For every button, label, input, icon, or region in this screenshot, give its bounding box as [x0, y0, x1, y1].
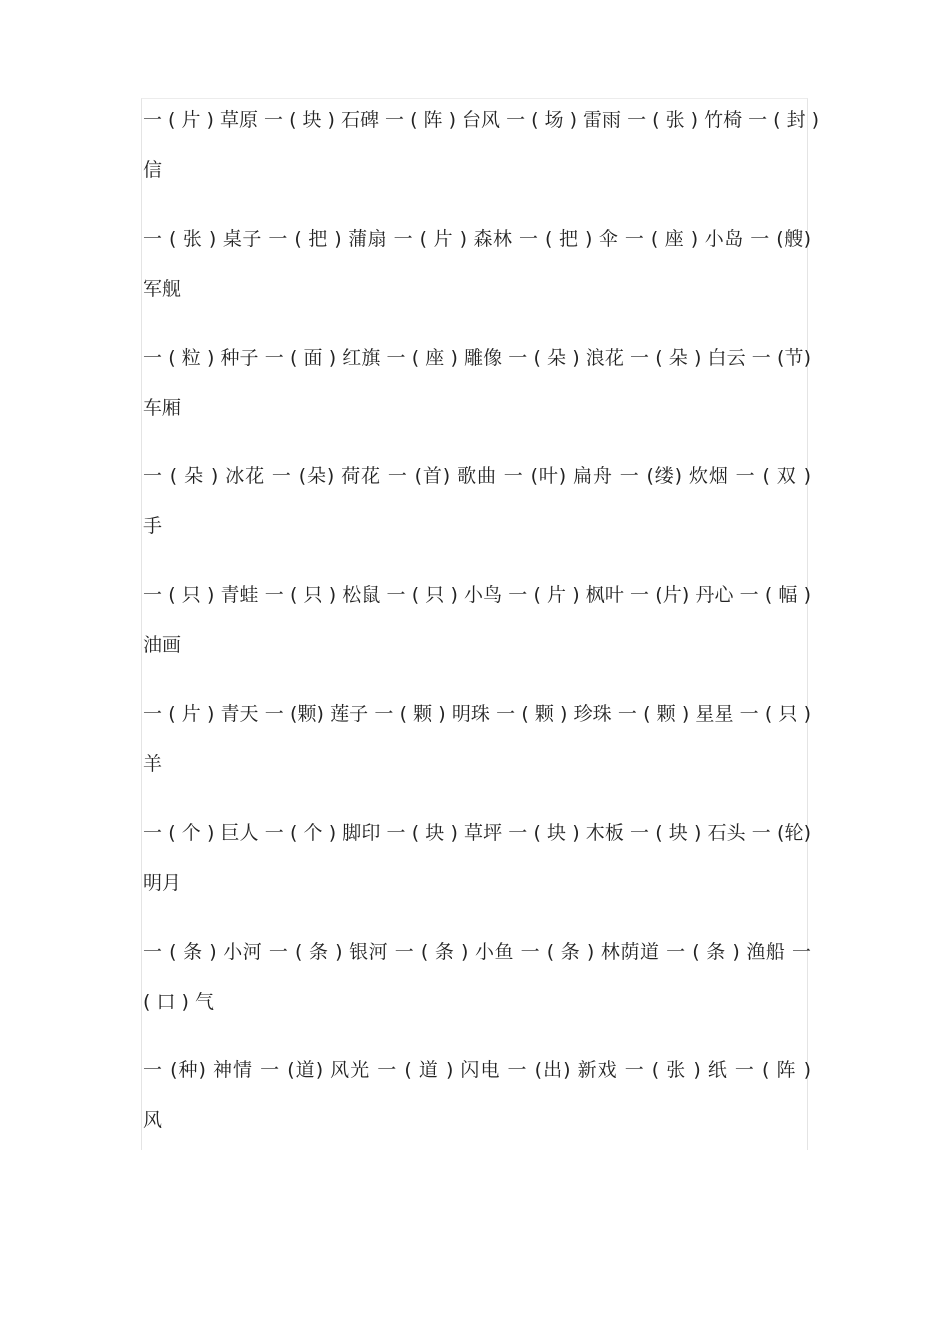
text-line: ( 口 ) 气 [143, 991, 214, 1013]
text-line: 一 ( 片 ) 草原 一 ( 块 ) 石碑 一 ( 阵 ) 台风 一 ( 场 ) 雷雨 一 ( 张 ) 竹椅 一 ( 封 ) [143, 109, 820, 131]
text-line: 风 [143, 1109, 163, 1131]
text-line: 手 [143, 515, 163, 537]
text-line: 一 ( 条 ) 小河 一 ( 条 ) 银河 一 ( 条 ) 小鱼 一 ( 条 ) 林荫道 一 ( 条 ) 渔船 一 [143, 941, 811, 963]
text-line: 信 [143, 159, 163, 181]
text-line: 一 ( 朵 ) 冰花 一 (朵) 荷花 一 (首) 歌曲 一 (叶) 扁舟 一 (缕) 炊烟 一 ( 双 ) [143, 465, 811, 487]
text-line: 一 (种) 神情 一 (道) 风光 一 ( 道 ) 闪电 一 (出) 新戏 一 ( 张 ) 纸 一 ( 阵 ) [143, 1059, 811, 1081]
text-line: 一 ( 个 ) 巨人 一 ( 个 ) 脚印 一 ( 块 ) 草坪 一 ( 块 ) 木板 一 ( 块 ) 石头 一 (轮) [143, 822, 811, 844]
text-line: 一 ( 张 ) 桌子 一 ( 把 ) 蒲扇 一 ( 片 ) 森林 一 ( 把 ) 伞 一 ( 座 ) 小岛 一 (艘) [143, 228, 811, 250]
text-line: 一 ( 粒 ) 种子 一 ( 面 ) 红旗 一 ( 座 ) 雕像 一 ( 朵 ) 浪花 一 ( 朵 ) 白云 一 (节) [143, 347, 811, 369]
text-line: 羊 [143, 753, 163, 775]
text-line: 一 ( 只 ) 青蛙 一 ( 只 ) 松鼠 一 ( 只 ) 小鸟 一 ( 片 ) 枫叶 一 (片) 丹心 一 ( 幅 ) [143, 584, 811, 606]
text-line: 军舰 [143, 278, 182, 300]
text-line: 车厢 [143, 397, 182, 419]
text-line: 一 ( 片 ) 青天 一 (颗) 莲子 一 ( 颗 ) 明珠 一 ( 颗 ) 珍珠 一 ( 颗 ) 星星 一 ( 只 ) [143, 703, 811, 725]
text-line: 明月 [143, 872, 182, 894]
text-line: 油画 [143, 634, 182, 656]
